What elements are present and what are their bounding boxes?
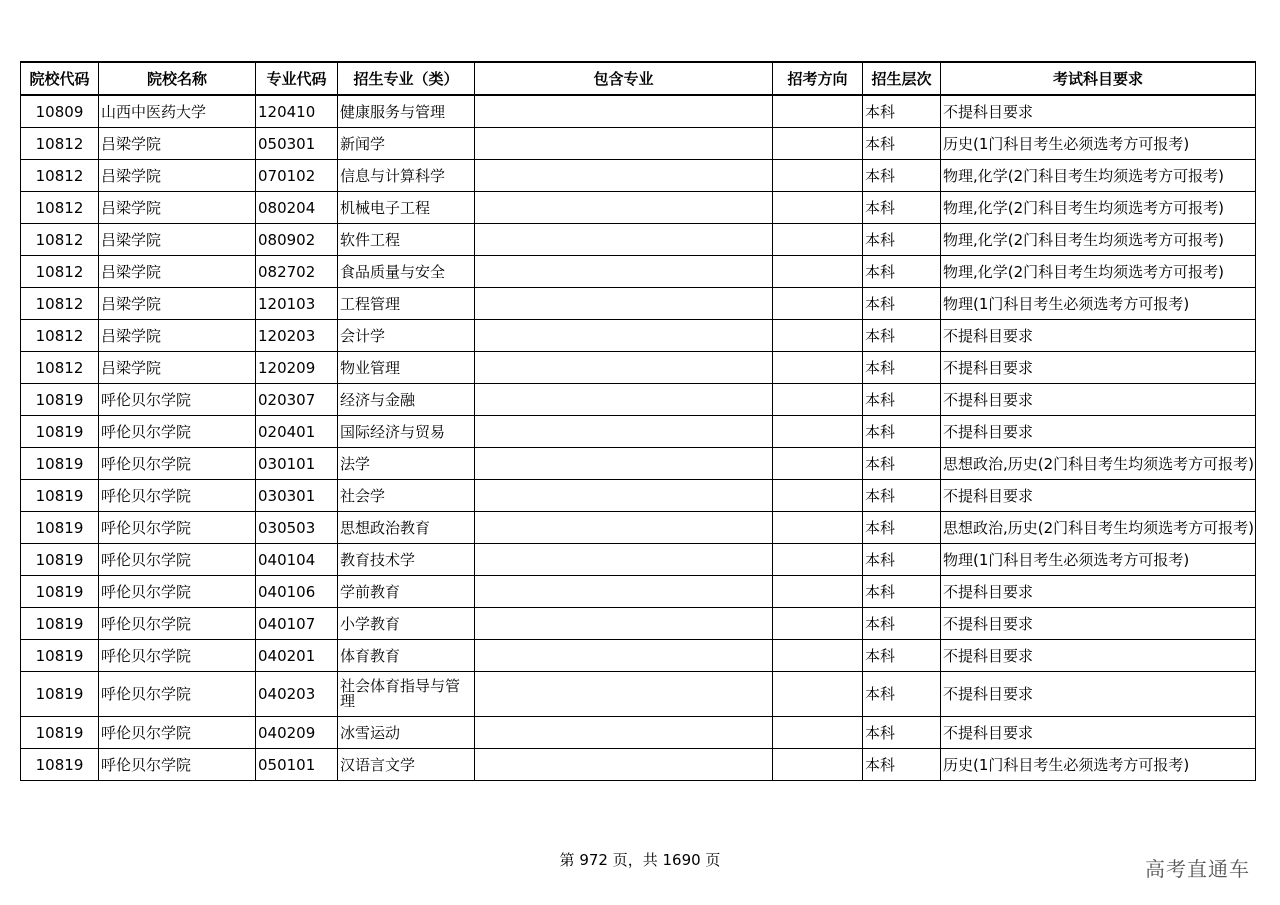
cell-school-code: 10819 [21, 544, 99, 576]
cell-major: 学前教育 [338, 576, 475, 608]
cell-school-name: 吕梁学院 [99, 192, 256, 224]
cell-requirement: 物理,化学(2门科目考生均须选考方可报考) [941, 160, 1256, 192]
watermark-text: 高考直通车 [1145, 857, 1250, 881]
cell-major-code: 030101 [256, 448, 338, 480]
cell-major: 冰雪运动 [338, 717, 475, 749]
cell-school-code: 10819 [21, 512, 99, 544]
cell-included-majors [475, 512, 773, 544]
cell-school-name: 呼伦贝尔学院 [99, 608, 256, 640]
cell-school-code: 10819 [21, 608, 99, 640]
cell-included-majors [475, 672, 773, 717]
cell-school-name: 呼伦贝尔学院 [99, 416, 256, 448]
cell-direction [773, 416, 863, 448]
cell-school-name: 山西中医药大学 [99, 95, 256, 128]
cell-requirement: 不提科目要求 [941, 480, 1256, 512]
cell-major-code: 040104 [256, 544, 338, 576]
cell-included-majors [475, 224, 773, 256]
cell-major-code: 050101 [256, 749, 338, 781]
cell-requirement: 物理,化学(2门科目考生均须选考方可报考) [941, 256, 1256, 288]
cell-major-code: 120103 [256, 288, 338, 320]
cell-major-code: 040209 [256, 717, 338, 749]
cell-school-code: 10809 [21, 95, 99, 128]
cell-major: 国际经济与贸易 [338, 416, 475, 448]
cell-included-majors [475, 192, 773, 224]
cell-major-code: 070102 [256, 160, 338, 192]
cell-included-majors [475, 416, 773, 448]
cell-level: 本科 [863, 749, 941, 781]
cell-level: 本科 [863, 320, 941, 352]
cell-requirement: 不提科目要求 [941, 352, 1256, 384]
admission-table [20, 61, 1256, 781]
header-major-code: 专业代码 [256, 62, 338, 95]
cell-level: 本科 [863, 608, 941, 640]
cell-school-code: 10819 [21, 749, 99, 781]
cell-major: 汉语言文学 [338, 749, 475, 781]
cell-included-majors [475, 480, 773, 512]
cell-major-code: 040201 [256, 640, 338, 672]
cell-school-code: 10819 [21, 448, 99, 480]
table-row [21, 717, 1256, 749]
cell-major-code: 040203 [256, 672, 338, 717]
header-requirement: 考试科目要求 [941, 62, 1256, 95]
cell-major-code: 020401 [256, 416, 338, 448]
cell-requirement: 思想政治,历史(2门科目考生均须选考方可报考) [941, 448, 1256, 480]
cell-direction [773, 448, 863, 480]
cell-level: 本科 [863, 640, 941, 672]
cell-level: 本科 [863, 224, 941, 256]
cell-major: 物业管理 [338, 352, 475, 384]
cell-school-name: 呼伦贝尔学院 [99, 672, 256, 717]
cell-included-majors [475, 717, 773, 749]
table-row [21, 608, 1256, 640]
cell-requirement: 历史(1门科目考生必须选考方可报考) [941, 749, 1256, 781]
cell-major-code: 120209 [256, 352, 338, 384]
header-school-code: 院校代码 [21, 62, 99, 95]
cell-included-majors [475, 640, 773, 672]
cell-school-name: 呼伦贝尔学院 [99, 717, 256, 749]
cell-school-name: 呼伦贝尔学院 [99, 448, 256, 480]
table-row [21, 95, 1256, 128]
cell-requirement: 物理(1门科目考生必须选考方可报考) [941, 288, 1256, 320]
cell-included-majors [475, 352, 773, 384]
cell-school-code: 10819 [21, 384, 99, 416]
cell-included-majors [475, 288, 773, 320]
cell-requirement: 不提科目要求 [941, 320, 1256, 352]
table-row [21, 640, 1256, 672]
header-school-name: 院校名称 [99, 62, 256, 95]
cell-major: 健康服务与管理 [338, 95, 475, 128]
cell-school-code: 10819 [21, 576, 99, 608]
cell-direction [773, 480, 863, 512]
cell-requirement: 不提科目要求 [941, 576, 1256, 608]
cell-school-name: 吕梁学院 [99, 224, 256, 256]
cell-major: 教育技术学 [338, 544, 475, 576]
header-direction: 招考方向 [773, 62, 863, 95]
cell-direction [773, 576, 863, 608]
cell-direction [773, 288, 863, 320]
table-row [21, 352, 1256, 384]
header-level: 招生层次 [863, 62, 941, 95]
cell-major-code: 040106 [256, 576, 338, 608]
cell-direction [773, 320, 863, 352]
cell-direction [773, 512, 863, 544]
cell-school-code: 10812 [21, 352, 99, 384]
cell-requirement: 思想政治,历史(2门科目考生均须选考方可报考) [941, 512, 1256, 544]
cell-school-code: 10812 [21, 320, 99, 352]
table-row [21, 672, 1256, 717]
cell-direction [773, 224, 863, 256]
cell-level: 本科 [863, 95, 941, 128]
cell-included-majors [475, 256, 773, 288]
cell-major: 社会体育指导与管理 [338, 672, 475, 717]
header-major: 招生专业（类） [338, 62, 475, 95]
cell-direction [773, 192, 863, 224]
cell-direction [773, 256, 863, 288]
cell-major: 经济与金融 [338, 384, 475, 416]
cell-level: 本科 [863, 480, 941, 512]
cell-level: 本科 [863, 448, 941, 480]
cell-requirement: 不提科目要求 [941, 384, 1256, 416]
table-row [21, 384, 1256, 416]
table-row [21, 448, 1256, 480]
cell-direction [773, 95, 863, 128]
cell-major-code: 050301 [256, 128, 338, 160]
cell-included-majors [475, 608, 773, 640]
cell-level: 本科 [863, 128, 941, 160]
cell-major: 信息与计算科学 [338, 160, 475, 192]
cell-direction [773, 160, 863, 192]
cell-included-majors [475, 128, 773, 160]
cell-school-name: 呼伦贝尔学院 [99, 640, 256, 672]
page-number: 第 972 页，共 1690 页 [559, 851, 721, 869]
table-row [21, 288, 1256, 320]
table-row [21, 749, 1256, 781]
cell-level: 本科 [863, 384, 941, 416]
cell-requirement: 不提科目要求 [941, 416, 1256, 448]
cell-requirement: 历史(1门科目考生必须选考方可报考) [941, 128, 1256, 160]
cell-school-code: 10812 [21, 128, 99, 160]
table-row [21, 192, 1256, 224]
cell-school-code: 10812 [21, 288, 99, 320]
cell-school-name: 呼伦贝尔学院 [99, 544, 256, 576]
cell-school-code: 10812 [21, 224, 99, 256]
cell-included-majors [475, 576, 773, 608]
cell-requirement: 不提科目要求 [941, 640, 1256, 672]
cell-level: 本科 [863, 672, 941, 717]
cell-included-majors [475, 160, 773, 192]
cell-school-name: 呼伦贝尔学院 [99, 576, 256, 608]
cell-major: 法学 [338, 448, 475, 480]
cell-level: 本科 [863, 160, 941, 192]
cell-level: 本科 [863, 288, 941, 320]
cell-requirement: 不提科目要求 [941, 717, 1256, 749]
cell-level: 本科 [863, 717, 941, 749]
cell-major: 思想政治教育 [338, 512, 475, 544]
cell-major-code: 082702 [256, 256, 338, 288]
cell-school-name: 吕梁学院 [99, 320, 256, 352]
cell-school-name: 呼伦贝尔学院 [99, 512, 256, 544]
cell-included-majors [475, 95, 773, 128]
cell-school-code: 10819 [21, 480, 99, 512]
cell-major-code: 020307 [256, 384, 338, 416]
cell-school-name: 吕梁学院 [99, 352, 256, 384]
cell-major: 会计学 [338, 320, 475, 352]
cell-school-code: 10812 [21, 256, 99, 288]
cell-major-code: 040107 [256, 608, 338, 640]
cell-direction [773, 749, 863, 781]
cell-direction [773, 352, 863, 384]
cell-requirement: 不提科目要求 [941, 672, 1256, 717]
cell-level: 本科 [863, 416, 941, 448]
cell-major: 工程管理 [338, 288, 475, 320]
table-row [21, 256, 1256, 288]
cell-included-majors [475, 544, 773, 576]
cell-school-code: 10812 [21, 160, 99, 192]
cell-direction [773, 384, 863, 416]
cell-direction [773, 544, 863, 576]
cell-direction [773, 672, 863, 717]
header-included-majors: 包含专业 [475, 62, 773, 95]
cell-school-code: 10819 [21, 717, 99, 749]
cell-school-code: 10819 [21, 672, 99, 717]
cell-school-name: 吕梁学院 [99, 128, 256, 160]
cell-requirement: 不提科目要求 [941, 608, 1256, 640]
cell-included-majors [475, 384, 773, 416]
cell-school-name: 吕梁学院 [99, 160, 256, 192]
table-row [21, 224, 1256, 256]
table-row [21, 160, 1256, 192]
cell-major-code: 120410 [256, 95, 338, 128]
cell-level: 本科 [863, 352, 941, 384]
cell-requirement: 物理,化学(2门科目考生均须选考方可报考) [941, 192, 1256, 224]
table-row [21, 576, 1256, 608]
cell-direction [773, 128, 863, 160]
table-row [21, 128, 1256, 160]
cell-major-code: 080204 [256, 192, 338, 224]
cell-direction [773, 717, 863, 749]
cell-major-code: 030301 [256, 480, 338, 512]
cell-requirement: 物理,化学(2门科目考生均须选考方可报考) [941, 224, 1256, 256]
cell-level: 本科 [863, 256, 941, 288]
cell-school-code: 10812 [21, 192, 99, 224]
table-row [21, 544, 1256, 576]
cell-major: 社会学 [338, 480, 475, 512]
cell-level: 本科 [863, 544, 941, 576]
cell-major: 体育教育 [338, 640, 475, 672]
cell-included-majors [475, 448, 773, 480]
cell-major-code: 080902 [256, 224, 338, 256]
cell-major: 小学教育 [338, 608, 475, 640]
cell-direction [773, 640, 863, 672]
cell-school-name: 呼伦贝尔学院 [99, 749, 256, 781]
table-row [21, 320, 1256, 352]
cell-direction [773, 608, 863, 640]
cell-school-name: 吕梁学院 [99, 256, 256, 288]
cell-included-majors [475, 320, 773, 352]
cell-included-majors [475, 749, 773, 781]
table-header-row [21, 62, 1256, 95]
cell-major: 机械电子工程 [338, 192, 475, 224]
cell-school-code: 10819 [21, 640, 99, 672]
cell-level: 本科 [863, 576, 941, 608]
cell-requirement: 不提科目要求 [941, 95, 1256, 128]
cell-major: 软件工程 [338, 224, 475, 256]
cell-requirement: 物理(1门科目考生必须选考方可报考) [941, 544, 1256, 576]
cell-level: 本科 [863, 192, 941, 224]
cell-major: 食品质量与安全 [338, 256, 475, 288]
cell-major-code: 030503 [256, 512, 338, 544]
cell-level: 本科 [863, 512, 941, 544]
table-row [21, 480, 1256, 512]
table-row [21, 512, 1256, 544]
cell-school-name: 吕梁学院 [99, 288, 256, 320]
table-row [21, 416, 1256, 448]
cell-school-code: 10819 [21, 416, 99, 448]
cell-school-name: 呼伦贝尔学院 [99, 480, 256, 512]
cell-major: 新闻学 [338, 128, 475, 160]
cell-major-code: 120203 [256, 320, 338, 352]
cell-school-name: 呼伦贝尔学院 [99, 384, 256, 416]
